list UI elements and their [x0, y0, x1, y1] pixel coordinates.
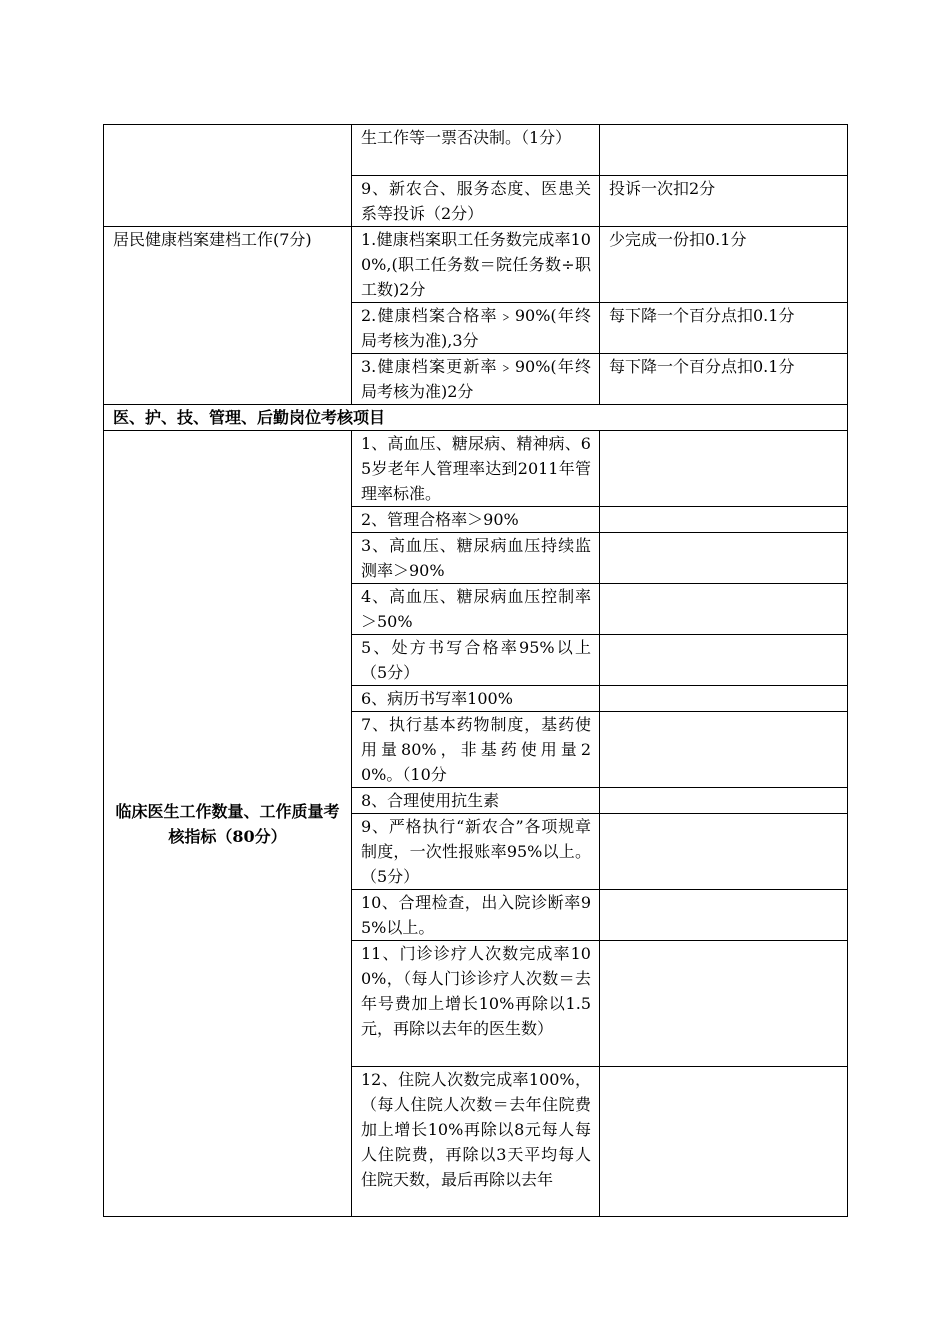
criteria-cell: 7、执行基本药物制度，基药使用量80%，非基药使用量20%。（10分	[352, 712, 600, 788]
deduction-cell	[600, 941, 848, 1067]
criteria-cell: 6、病历书写率100%	[352, 686, 600, 712]
criteria-cell: 5、处方书写合格率95%以上（5分）	[352, 635, 600, 686]
deduction-cell	[600, 788, 848, 814]
criteria-cell: 9、严格执行“新农合”各项规章制度，一次性报账率95%以上。（5分）	[352, 814, 600, 890]
criteria-cell: 3.健康档案更新率﹥90%(年终局考核为准)2分	[352, 354, 600, 405]
deduction-cell: 投诉一次扣2分	[600, 176, 848, 227]
criteria-cell: 1.健康档案职工任务数完成率100%,(职工任务数＝院任务数÷职工数)2分	[352, 227, 600, 303]
criteria-cell: 12、住院人次数完成率100%，（每人住院人次数＝去年住院费加上增长10%再除以8元每人每人住院费，再除以3天平均每人住院天数，最后再除以去年	[352, 1067, 600, 1217]
criteria-cell: 9、新农合、服务态度、医患关系等投诉（2分）	[352, 176, 600, 227]
criteria-cell: 10、合理检查，出入院诊断率95%以上。	[352, 890, 600, 941]
criteria-cell: 11、门诊诊疗人次数完成率100%，（每人门诊诊疗人次数＝去年号费加上增长10%再除以1.5元，再除以去年的医生数）	[352, 941, 600, 1067]
deduction-cell	[600, 686, 848, 712]
table-row	[104, 405, 848, 431]
criteria-cell: 8、合理使用抗生素	[352, 788, 600, 814]
category-cell-archive: 居民健康档案建档工作(7分)	[104, 227, 352, 405]
table-row	[104, 125, 848, 176]
deduction-cell	[600, 1067, 848, 1217]
deduction-cell	[600, 125, 848, 176]
criteria-cell: 2.健康档案合格率﹥90%(年终局考核为准),3分	[352, 303, 600, 354]
assessment-table	[103, 124, 848, 1217]
criteria-cell: 2、管理合格率＞90%	[352, 507, 600, 533]
deduction-cell	[600, 814, 848, 890]
category-cell-empty	[104, 125, 352, 227]
table-row	[104, 227, 848, 303]
criteria-cell: 1、高血压、糖尿病、精神病、65岁老年人管理率达到2011年管理率标准。	[352, 431, 600, 507]
deduction-cell	[600, 533, 848, 584]
deduction-cell	[600, 712, 848, 788]
criteria-cell: 生工作等一票否决制。（1分）	[352, 125, 600, 176]
deduction-cell	[600, 635, 848, 686]
deduction-cell: 每下降一个百分点扣0.1分	[600, 303, 848, 354]
deduction-cell: 少完成一份扣0.1分	[600, 227, 848, 303]
deduction-cell	[600, 507, 848, 533]
criteria-cell: 3、高血压、糖尿病血压持续监测率＞90%	[352, 533, 600, 584]
criteria-cell: 4、高血压、糖尿病血压控制率＞50%	[352, 584, 600, 635]
deduction-cell	[600, 890, 848, 941]
table-row	[104, 431, 848, 507]
deduction-cell	[600, 431, 848, 507]
deduction-cell: 每下降一个百分点扣0.1分	[600, 354, 848, 405]
deduction-cell	[600, 584, 848, 635]
section-header: 医、护、技、管理、后勤岗位考核项目	[104, 405, 848, 431]
category-cell-clinical: 临床医生工作数量、工作质量考核指标（80分）	[104, 431, 352, 1217]
